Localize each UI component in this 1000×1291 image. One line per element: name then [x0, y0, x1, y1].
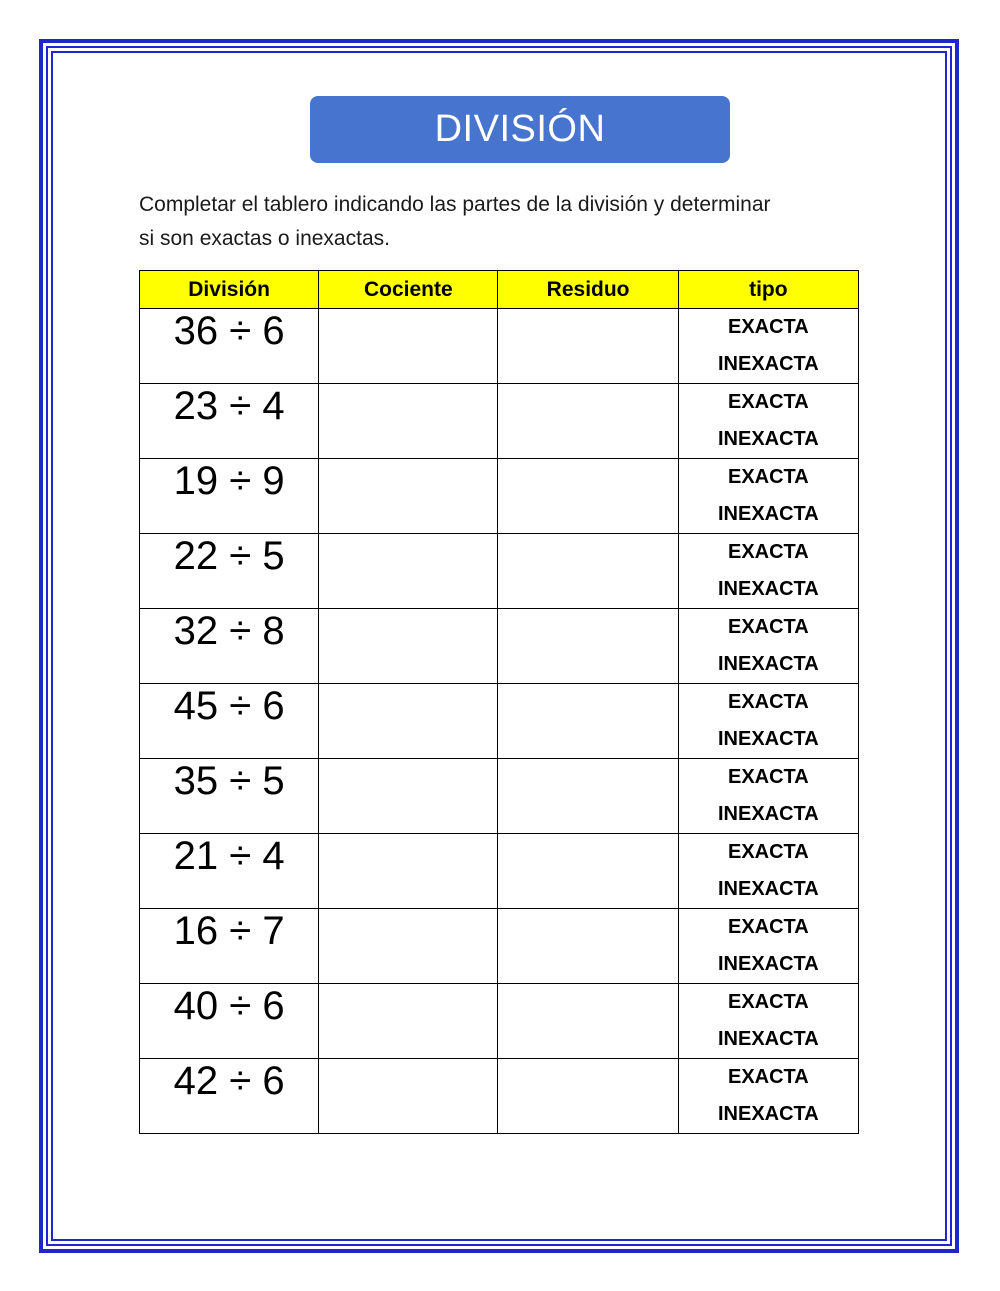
option-inexacta[interactable]: INEXACTA	[717, 878, 819, 900]
option-inexacta[interactable]: INEXACTA	[717, 428, 819, 450]
option-exacta[interactable]: EXACTA	[727, 766, 809, 788]
division-cell: 45 ÷ 6	[140, 684, 319, 759]
residuo-answer-cell[interactable]	[498, 459, 678, 534]
residuo-answer-cell[interactable]	[498, 384, 678, 459]
option-inexacta[interactable]: INEXACTA	[717, 578, 819, 600]
cociente-answer-cell[interactable]	[319, 384, 498, 459]
residuo-answer-cell[interactable]	[498, 1059, 678, 1134]
table-row	[140, 309, 859, 384]
tipo-cell	[678, 309, 858, 384]
tipo-cell	[678, 834, 858, 909]
table-row	[140, 984, 859, 1059]
cociente-answer-cell[interactable]	[319, 309, 498, 384]
cociente-answer-cell[interactable]	[319, 759, 498, 834]
header-tipo: tipo	[678, 271, 858, 309]
tipo-cell	[678, 534, 858, 609]
division-cell: 22 ÷ 5	[140, 534, 319, 609]
tipo-cell	[678, 909, 858, 984]
option-inexacta[interactable]: INEXACTA	[717, 803, 819, 825]
table-row	[140, 384, 859, 459]
option-exacta[interactable]: EXACTA	[727, 541, 809, 563]
option-exacta[interactable]: EXACTA	[727, 316, 809, 338]
residuo-answer-cell[interactable]	[498, 609, 678, 684]
tipo-cell	[678, 1059, 858, 1134]
page-title: DIVISIÓN	[434, 108, 606, 150]
cociente-answer-cell[interactable]	[319, 609, 498, 684]
table-row	[140, 759, 859, 834]
tipo-cell	[678, 684, 858, 759]
table-row	[140, 1059, 859, 1134]
option-exacta[interactable]: EXACTA	[727, 391, 809, 413]
option-exacta[interactable]: EXACTA	[727, 991, 809, 1013]
table-row	[140, 909, 859, 984]
division-cell: 35 ÷ 5	[140, 759, 319, 834]
option-exacta[interactable]: EXACTA	[727, 916, 809, 938]
option-inexacta[interactable]: INEXACTA	[717, 1028, 819, 1050]
header-division: División	[140, 271, 319, 309]
division-cell: 40 ÷ 6	[140, 984, 319, 1059]
cociente-answer-cell[interactable]	[319, 459, 498, 534]
residuo-answer-cell[interactable]	[498, 534, 678, 609]
option-inexacta[interactable]: INEXACTA	[717, 953, 819, 975]
residuo-answer-cell[interactable]	[498, 759, 678, 834]
option-inexacta[interactable]: INEXACTA	[717, 1103, 819, 1125]
tipo-cell	[678, 384, 858, 459]
cociente-answer-cell[interactable]	[319, 534, 498, 609]
division-cell: 23 ÷ 4	[140, 384, 319, 459]
option-inexacta[interactable]: INEXACTA	[717, 503, 819, 525]
cociente-answer-cell[interactable]	[319, 909, 498, 984]
division-table	[139, 270, 859, 1134]
residuo-answer-cell[interactable]	[498, 984, 678, 1059]
tipo-cell	[678, 984, 858, 1059]
instructions-text: Completar el tablero indicando las partes de la división y determinar si son exactas o inexactas.	[139, 193, 771, 250]
option-exacta[interactable]: EXACTA	[727, 616, 809, 638]
header-cociente: Cociente	[319, 271, 498, 309]
division-cell: 21 ÷ 4	[140, 834, 319, 909]
option-inexacta[interactable]: INEXACTA	[717, 653, 819, 675]
option-inexacta[interactable]: INEXACTA	[717, 353, 819, 375]
header-residuo: Residuo	[498, 271, 678, 309]
division-cell: 19 ÷ 9	[140, 459, 319, 534]
table-row	[140, 684, 859, 759]
tipo-cell	[678, 759, 858, 834]
tipo-cell	[678, 609, 858, 684]
residuo-answer-cell[interactable]	[498, 834, 678, 909]
option-exacta[interactable]: EXACTA	[727, 466, 809, 488]
tipo-cell	[678, 459, 858, 534]
cociente-answer-cell[interactable]	[319, 834, 498, 909]
residuo-answer-cell[interactable]	[498, 684, 678, 759]
table-body	[140, 309, 859, 1134]
residuo-answer-cell[interactable]	[498, 309, 678, 384]
cociente-answer-cell[interactable]	[319, 984, 498, 1059]
division-cell: 16 ÷ 7	[140, 909, 319, 984]
title-banner	[310, 96, 730, 163]
division-cell: 32 ÷ 8	[140, 609, 319, 684]
table-row	[140, 534, 859, 609]
option-exacta[interactable]: EXACTA	[727, 841, 809, 863]
residuo-answer-cell[interactable]	[498, 909, 678, 984]
division-cell: 42 ÷ 6	[140, 1059, 319, 1134]
option-exacta[interactable]: EXACTA	[727, 1066, 809, 1088]
option-inexacta[interactable]: INEXACTA	[717, 728, 819, 750]
option-exacta[interactable]: EXACTA	[727, 691, 809, 713]
table-header-row	[140, 271, 859, 309]
cociente-answer-cell[interactable]	[319, 1059, 498, 1134]
division-cell: 36 ÷ 6	[140, 309, 319, 384]
table-row	[140, 834, 859, 909]
cociente-answer-cell[interactable]	[319, 684, 498, 759]
table-row	[140, 459, 859, 534]
table-row	[140, 609, 859, 684]
